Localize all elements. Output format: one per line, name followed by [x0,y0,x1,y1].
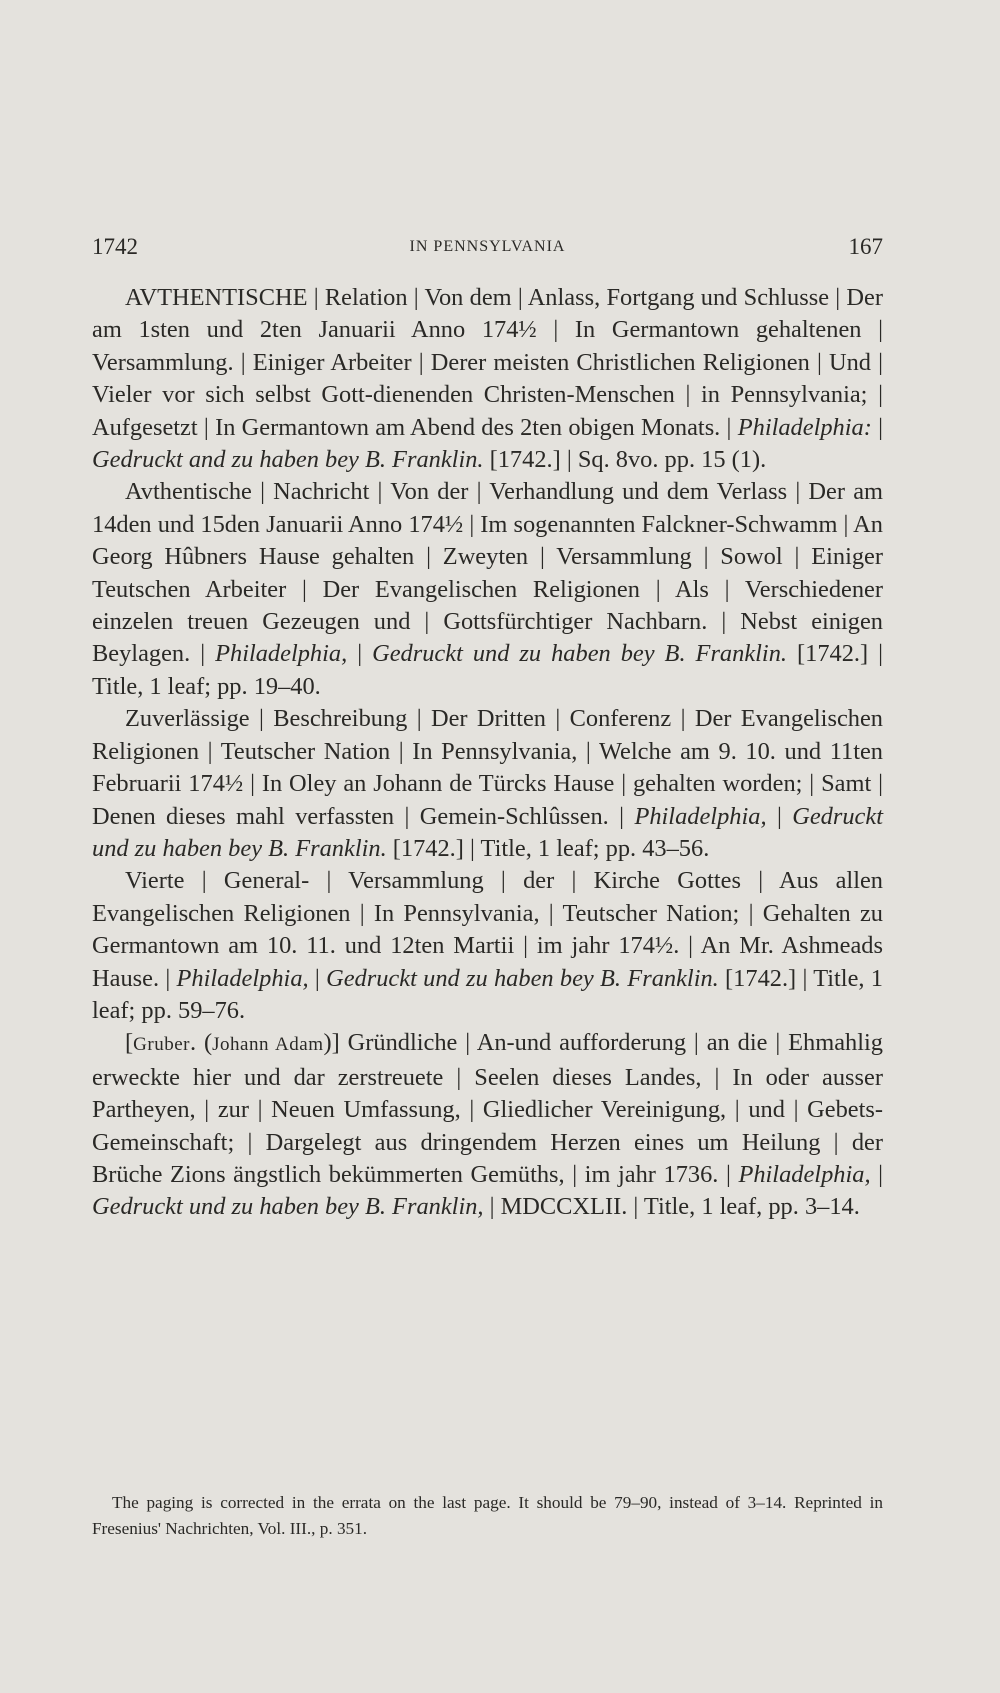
bibliography-entry [92,865,883,1027]
entry-imprint-printer: Gedruckt and zu haben bey B. Franklin. [92,446,484,474]
author-surname: Gruber [133,1034,190,1056]
entry-text: | [871,413,884,441]
entry-collation: [1742.] | Title, 1 leaf; pp. 19–40. [92,640,883,700]
entry-text: | [766,802,793,830]
entry-text: AVTHENTISCHE | Relation | Von dem | Anlass, Fortgang und Schlusse | Der am 1sten und 2ten Januarii Anno 174½ | In Germantown gehaltenen | Versammlung. | Einiger Arbeiter | Derer meisten Christlichen Religionen | Und | Vieler vor sich selbst Gott-dienenden Christen-Menschen | in Pennsylvania; | Aufgesetzt | In Germantown am Abend des 2ten obigen Monats. | [92,284,883,441]
entry-imprint-place: Philadelphia, [215,640,348,668]
entry-imprint-printer: Gedruckt und zu haben bey B. Franklin. [372,640,787,668]
header-year: 1742 [92,234,138,259]
entry-imprint-place: Philadelphia: [737,413,872,441]
bibliography-text [92,282,883,1224]
bibliography-entry [92,476,883,703]
entry-text: . ( [189,1029,213,1057]
entry-collation: [1742.] | Title, 1 leaf; pp. 59–76. [92,964,883,1024]
bibliography-entry [92,703,883,865]
page-header [92,232,883,262]
entry-text: Avthentische | Nachricht | Von der | Verhandlung und dem Verlass | Der am 14den und 15den Januarii Anno 174½ | Im sogenannten Falckner-Schwamm | An Georg Hûbners Hause gehalten | Zweyten | Versammlung | Sowol | Einiger Teutschen Arbeiter | Der Evangelischen Religionen | Als | Verschiedener einzelen treuen Gezeugen und | Gottsfürchtiger Nachbarn. | Nebst einigen Beylagen. | [92,478,883,668]
entry-imprint-place: Philadelphia, [738,1160,871,1188]
entry-text: | [347,640,373,668]
running-head: IN PENNSYLVANIA [409,238,566,255]
entry-text: Vierte | General- | Versammlung | der | Kirche Gottes | Aus allen Evangelischen Religionen | In Pennsylvania, | Teutscher Nation; | Gehalten zu Germantown am 10. 11. und 12ten Martii | im jahr 174½. | An Mr. Ashmeads Hause. | [92,867,883,992]
entry-text: )] Gründliche | An-und aufforderung | an die | Ehmahlig erweckte hier und dar zerstreuete | Seelen dieses Landes, | In oder ausser Partheyen, | zur | Neuen Umfassung, | Gliedlicher Vereinigung, | und | Gebets-Gemeinschaft; | Dargelegt aus dringendem Herzen eines um Heilung | der Brüche Zions ängstlich bekümmerten Gemüths, | im jahr 1736. | [92,1029,883,1188]
entry-collation: [1742.] | Sq. 8vo. pp. 15 (1). [483,446,767,474]
entry-imprint-place: Philadelphia, [634,802,767,830]
entry-imprint-printer: Gedruckt und zu haben bey B. Franklin. [326,964,719,992]
entry-collation: | MDCCXLII. | Title, 1 leaf, pp. 3–14. [483,1193,860,1221]
entry-imprint-printer: Gedruckt und zu haben bey B. Franklin. [92,802,883,862]
bibliography-entry [92,282,883,476]
entry-collation: [1742.] | Title, 1 leaf; pp. 43–56. [386,834,710,862]
entry-text: | [308,964,327,992]
entry-text: [ [125,1029,134,1057]
page-number: 167 [848,234,883,259]
entry-text: | [870,1160,884,1188]
bibliography-entry [92,1027,883,1223]
footnote: The paging is corrected in the errata on the last page. It should be 79–90, instead of 3–14. Reprinted in Fresenius' Nachrichten, Vol. III., p. 351. [92,1493,883,1539]
author-forenames: Johann Adam [212,1034,324,1056]
entry-text: Zuverlässige | Beschreibung | Der Dritten | Conferenz | Der Evangelischen Religionen | Teutscher Nation | In Pennsylvania, | Welche am 9. 10. und 11ten Februarii 174½ | In Oley an Johann de Türcks Hause | gehalten worden; | Samt | Denen dieses mahl verfassten | Gemein-Schlûssen. | [92,705,883,830]
entry-imprint-printer: Gedruckt und zu haben bey B. Franklin, [92,1193,484,1221]
entry-imprint-place: Philadelphia, [176,964,309,992]
